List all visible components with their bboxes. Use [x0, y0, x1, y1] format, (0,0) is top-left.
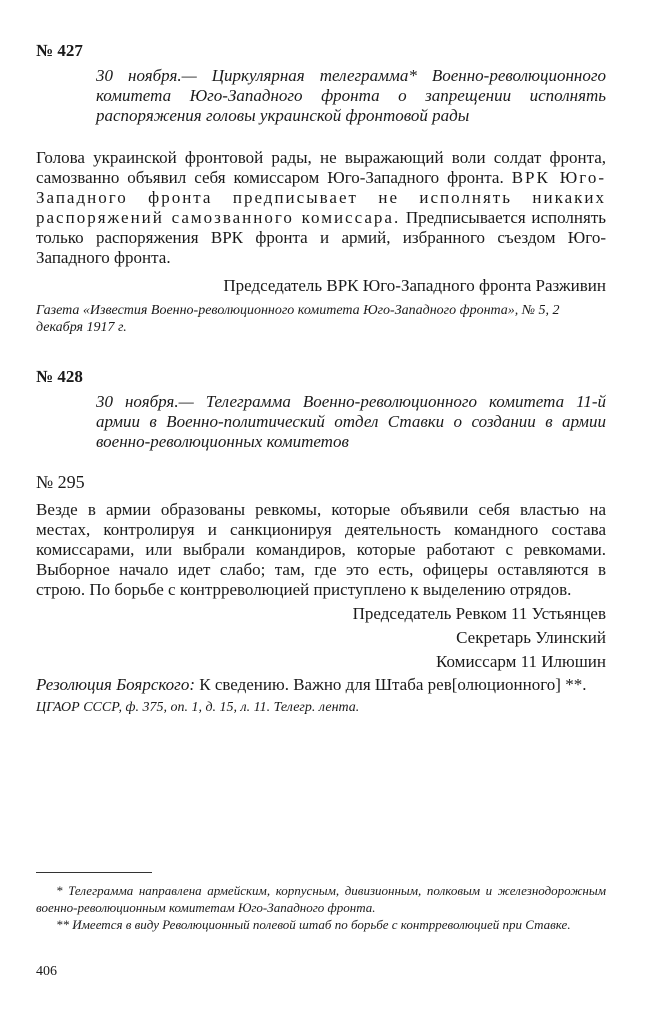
- document-number: № 428: [36, 367, 83, 386]
- resolution-label: Резолюция Боярского:: [36, 675, 195, 694]
- footnote-divider: [36, 872, 152, 873]
- page-number: 406: [36, 964, 57, 979]
- source-citation: ЦГАОР СССР, ф. 375, оп. 1, д. 15, л. 11. Телегр. лента.: [36, 700, 360, 715]
- body-text: Голова украинской фронтовой рады, не выражающий воли солдат фронта, самозванно объявил себя комиссаром Юго-Западного фронта.: [36, 148, 606, 187]
- resolution-text: К сведению. Важно для Штаба рев[олюционного] **.: [199, 675, 587, 694]
- body-text: Предписывается исполнять только распоряжения ВРК фронта и армий, избранного съездом Юго-Западного фронта.: [36, 208, 607, 267]
- signature: Председатель ВРК Юго-Западного фронта Разживин: [223, 276, 606, 295]
- source-citation: Газета «Известия Военно-революционного комитета Юго-Западного фронта», № 5, 2 декабря 1917 г.: [36, 303, 560, 335]
- document-body: Везде в армии образованы ревкомы, которые объявили себя властью на местах, контролируя и санкционируя деятельность командного состава комиссарами, или выбрали командиров, которые работают с ревкомами. Выборное начало идет слабо; там, где это есть, офицеры оставляются в строю. По борьбе с контрреволюцией приступлено к выделению отрядов.: [36, 500, 606, 599]
- page-content: [36, 40, 606, 716]
- signature: Председатель Ревком 11 Устьянцев: [352, 604, 606, 623]
- footnote: * Телеграмма направлена армейским, корпусным, дивизионным, полковым и железнодорожным военно-революционным комитетам Юго-Западного фронта.: [36, 883, 606, 915]
- telegram-reference: № 295: [36, 472, 85, 492]
- document-number: № 427: [36, 41, 83, 60]
- signature-block: [36, 602, 606, 674]
- document-heading: 30 ноября.— Телеграмма Военно-революционного комитета 11-й армии в Военно-политический отдел Ставки о создании в армии военно-революционных комитетов: [96, 392, 606, 451]
- resolution: [36, 674, 606, 695]
- footnote: ** Имеется в виду Революционный полевой штаб по борьбе с контрреволюцией при Ставке.: [56, 917, 571, 932]
- document-428: [36, 366, 606, 716]
- document-body: [36, 148, 606, 268]
- footnotes: [36, 882, 606, 933]
- body-text-spaced: ВРК Юго-Западного фронта предписывает не исполнять никаких распоряжений самозванного комиссара.: [36, 168, 606, 227]
- signature: Секретарь Улинский: [456, 628, 606, 647]
- document-427: [36, 40, 606, 336]
- signature: Комиссарм 11 Илюшин: [436, 652, 606, 671]
- document-heading: 30 ноября.— Циркулярная телеграмма* Военно-революционного комитета Юго-Западного фронта о запрещении исполнять распоряжения головы украинской фронтовой рады: [96, 66, 606, 125]
